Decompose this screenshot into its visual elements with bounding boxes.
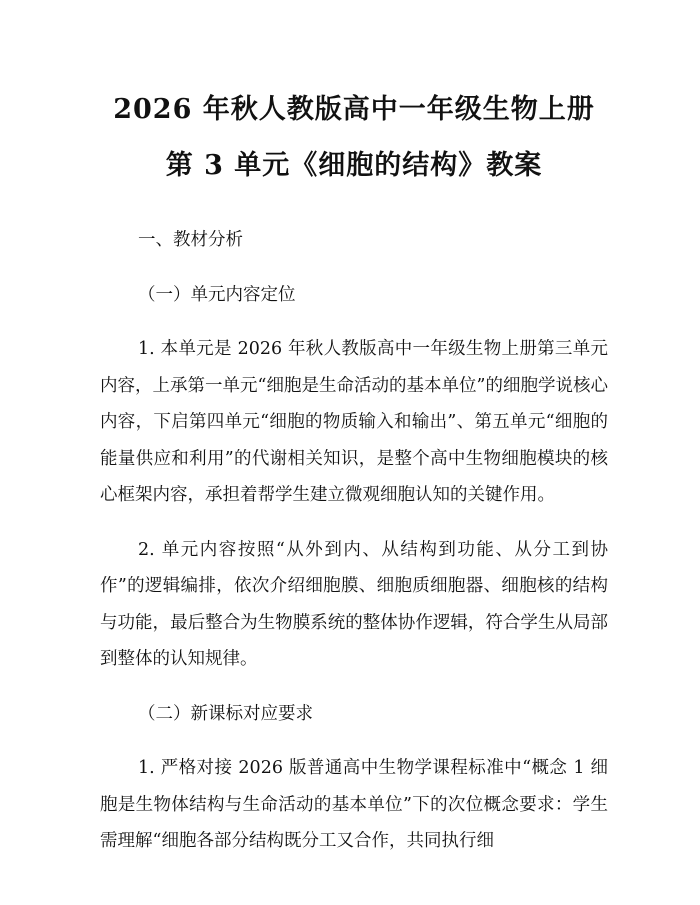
paragraph-unit-positioning-1: 1. 本单元是 2026 年秋人教版高中一年级生物上册第三单元内容，上承第一单元“细胞是生命活动的基本单位”的细胞学说核心内容，下启第四单元“细胞的物质输入和输出”、第五单元“细胞的能量供应和利用”的代谢相关知识，是整个高中生物细胞模块的核心框架内容，承担着帮学生建立微观细胞认知的关键作用。 [100, 339, 608, 505]
spacer [100, 313, 608, 331]
section-heading-textbook-analysis: 一、教材分析 [138, 230, 243, 250]
document-title: 2026 年秋人教版高中一年级生物上册第 3 单元《细胞的结构》教案 [113, 94, 595, 181]
spacer [100, 678, 608, 696]
spacer [100, 259, 608, 277]
paragraph-unit-positioning-2: 2. 单元内容按照“从外到内、从结构到功能、从分工到协作”的逻辑编排，依次介绍细胞膜、细胞质细胞器、细胞核的结构与功能，最后整合为生物膜系统的整体协作逻辑，符合学生从局部到整体的认知规律。 [100, 539, 608, 669]
spacer [100, 732, 608, 750]
document-body [100, 222, 608, 860]
spacer [100, 514, 608, 532]
subsection-heading-unit-positioning: （一）单元内容定位 [138, 284, 296, 305]
subsection-heading-curriculum-requirements: （二）新课标对应要求 [138, 703, 313, 724]
paragraph-curriculum-requirements-1: 1. 严格对接 2026 版普通高中生物学课程标准中“概念 1 细胞是生物体结构与生命活动的基本单位”下的次位概念要求：学生需理解“细胞各部分结构既分工又合作，共同执行细 [100, 758, 608, 851]
